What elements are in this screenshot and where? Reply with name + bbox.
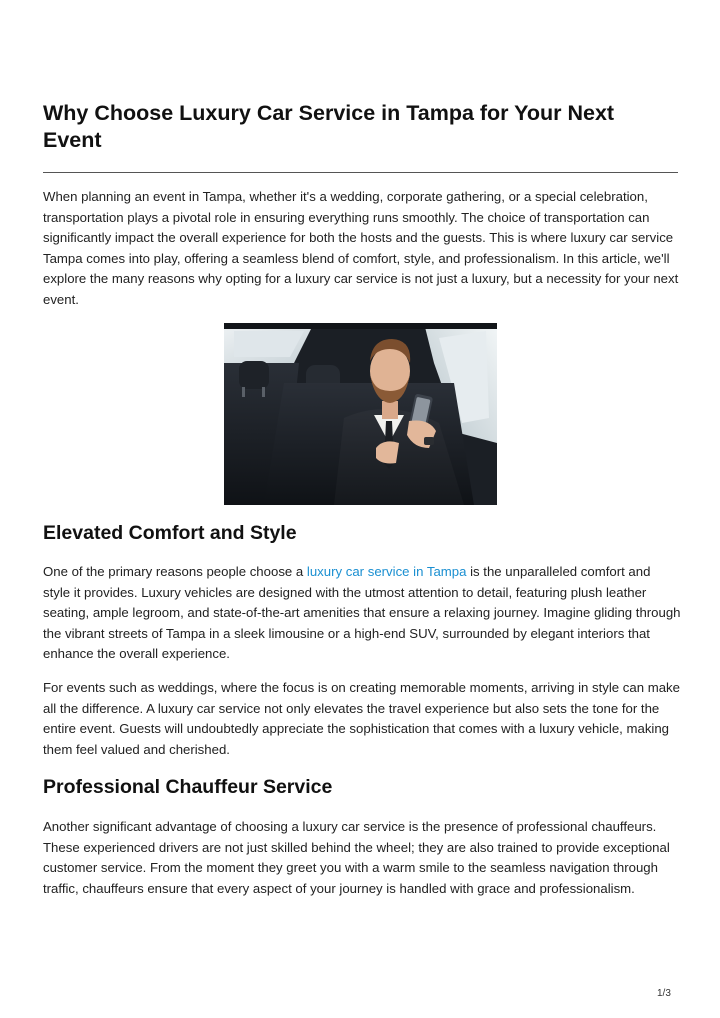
- section-heading-chauffeur: Professional Chauffeur Service: [43, 776, 333, 798]
- intro-paragraph: When planning an event in Tampa, whether it's a wedding, corporate gathering, or a special celebration, transportation plays a pivotal role in ensuring everything runs smoothly. The choice of transportation can significantly impact the overall experience for both the hosts and the guests. This is where luxury car service Tampa comes into play, offering a seamless blend of comfort, style, and professionalism. In this article, we'll explore the many reasons why opting for a luxury car service is not just a luxury, but a necessity for your next event.: [43, 189, 679, 307]
- section-heading-comfort: Elevated Comfort and Style: [43, 522, 297, 544]
- chauffeur-paragraph-1: Another significant advantage of choosing a luxury car service is the presence of professional chauffeurs. These experienced drivers are not just skilled behind the wheel; they are also trained to provide exceptional customer service. From the moment they greet you with a warm smile to the seamless navigation through traffic, chauffeurs ensure that every aspect of your journey is handled with grace and professionalism.: [43, 819, 670, 896]
- businessman-in-car-photo: [224, 323, 497, 505]
- page-number: 1/3: [657, 988, 671, 999]
- comfort-paragraph-1: [43, 562, 681, 665]
- comfort-paragraph-1-text-start: One of the primary reasons people choose a: [43, 564, 307, 579]
- comfort-paragraph-1-text-end: is the unparalleled comfort and style it provides. Luxury vehicles are designed with the utmost attention to detail, featuring plush leather seating, ample legroom, and state-of-the-art amenities that ensure a relaxing journey. Imagine gliding through the vibrant streets of Tampa in a sleek limousine or a high-end SUV, surrounded by elegant interiors that enhance the overall experience.: [43, 564, 681, 661]
- document-page: [43, 0, 681, 1018]
- title-divider: [43, 172, 678, 173]
- comfort-paragraph-2: For events such as weddings, where the focus is on creating memorable moments, arriving in style can make all the difference. A luxury car service not only elevates the travel experience but also sets the tone for the entire event. Guests will undoubtedly appreciate the sophistication that comes with a luxury vehicle, making them feel valued and cherished.: [43, 680, 680, 757]
- document-title: Why Choose Luxury Car Service in Tampa for Your Next Event: [43, 101, 615, 152]
- luxury-car-service-link[interactable]: luxury car service in Tampa: [306, 564, 467, 579]
